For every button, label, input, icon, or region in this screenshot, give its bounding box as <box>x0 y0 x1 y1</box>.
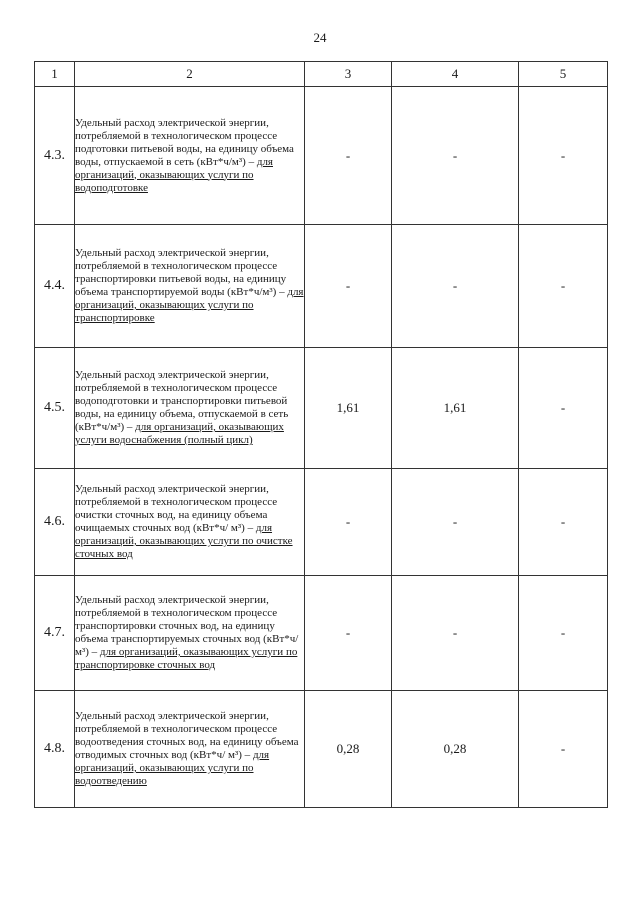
table-row <box>35 576 608 691</box>
description-text: Удельный расход электрической энергии, потребляемой в технологическом процессе водоподготовки и транспортировки питьевой воды, на единицу объема, отпускаемой в сеть (кВт*ч/м³) – <box>75 369 289 433</box>
page-number: 24 <box>313 30 327 45</box>
description-scope: для организаций, оказывающих услуги по водоподготовке <box>75 155 273 194</box>
value-col5: - <box>519 576 608 691</box>
row-number: 4.8. <box>35 691 75 808</box>
value-col5: - <box>519 691 608 808</box>
header-cell-5: 5 <box>519 62 608 87</box>
row-description <box>75 225 305 348</box>
description-scope: для организаций, оказывающих услуги водоснабжения (полный цикл) <box>75 421 284 446</box>
row-number: 4.6. <box>35 469 75 576</box>
row-description <box>75 576 305 691</box>
value-col3: - <box>305 225 392 348</box>
table-row <box>35 469 608 576</box>
data-table <box>34 61 608 808</box>
value-col4: - <box>392 87 519 225</box>
value-col4: 0,28 <box>392 691 519 808</box>
table-row <box>35 225 608 348</box>
row-description <box>75 87 305 225</box>
value-col3: - <box>305 469 392 576</box>
table-header-row <box>35 62 608 87</box>
row-description <box>75 691 305 808</box>
header-cell-3: 3 <box>305 62 392 87</box>
header-cell-1: 1 <box>35 62 75 87</box>
description-scope: для организаций, оказывающих услуги по очистке сточных вод <box>75 522 293 560</box>
row-description <box>75 348 305 469</box>
value-col3: 1,61 <box>305 348 392 469</box>
value-col4: - <box>392 576 519 691</box>
value-col5: - <box>519 348 608 469</box>
description-text: Удельный расход электрической энергии, потребляемой в технологическом процессе очистки сточных вод, на единицу объема очищаемых сточных вод (кВт*ч/ м³) – <box>75 483 278 534</box>
description-scope: для организаций, оказывающих услуги по водоотведению <box>75 749 270 787</box>
table-row <box>35 87 608 225</box>
row-number: 4.3. <box>35 87 75 225</box>
value-col5: - <box>519 225 608 348</box>
value-col4: 1,61 <box>392 348 519 469</box>
row-description <box>75 469 305 576</box>
row-number: 4.7. <box>35 576 75 691</box>
value-col5: - <box>519 87 608 225</box>
description-scope: для организаций, оказывающих услуги по транспортировке <box>75 286 304 324</box>
description-scope: для организаций, оказывающих услуги по транспортировке сточных вод <box>75 646 298 671</box>
description-text: Удельный расход электрической энергии, потребляемой в технологическом процессе транспортировки питьевой воды, на единицу объема транспортируемой воды (кВт*ч/м³) – <box>75 247 288 298</box>
value-col3: - <box>305 87 392 225</box>
header-cell-2: 2 <box>75 62 305 87</box>
header-cell-4: 4 <box>392 62 519 87</box>
value-col3: - <box>305 576 392 691</box>
table-row <box>35 348 608 469</box>
value-col3: 0,28 <box>305 691 392 808</box>
table-row <box>35 691 608 808</box>
description-text: Удельный расход электрической энергии, потребляемой в технологическом процессе транспортировки сточных вод, на единицу объема транспортируемых сточных вод (кВт*ч/ м³) – <box>75 594 299 658</box>
value-col4: - <box>392 225 519 348</box>
description-text: Удельный расход электрической энергии, потребляемой в технологическом процессе подготовки питьевой воды, на единицу объема воды, отпускаемой в сеть (кВт*ч/м³) – <box>75 116 294 168</box>
row-number: 4.5. <box>35 348 75 469</box>
value-col5: - <box>519 469 608 576</box>
description-text: Удельный расход электрической энергии, потребляемой в технологическом процессе водоотведения сточных вод, на единицу объема отводимых сточных вод (кВт*ч/ м³) – <box>75 710 299 761</box>
value-col4: - <box>392 469 519 576</box>
row-number: 4.4. <box>35 225 75 348</box>
